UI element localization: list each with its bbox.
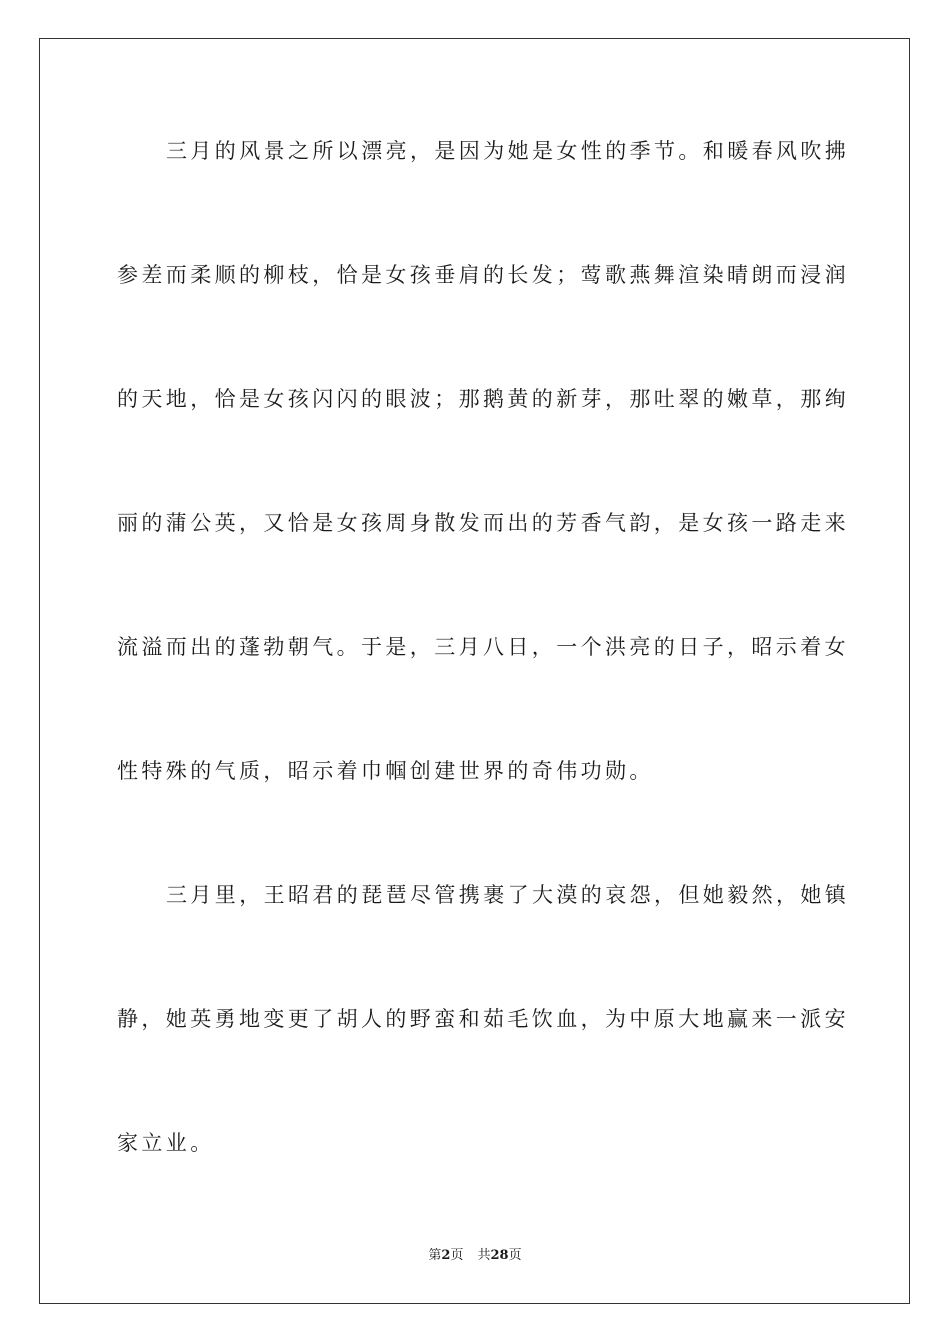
footer-total-prefix: 共 [477, 1248, 491, 1263]
paragraph-2-line-1: 三月里，王昭君的琵琶尽管携裹了大漠的哀怨，但她毅然，她镇 [166, 883, 850, 907]
footer-total-pages: 28 [490, 1248, 509, 1263]
page-border [39, 38, 910, 1304]
paragraph-2-line-3: 家立业。 [117, 1131, 215, 1155]
paragraph-1-line-3: 的天地，恰是女孩闪闪的眼波；那鹅黄的新芽，那吐翠的嫩草，那绚 [117, 387, 849, 411]
paragraph-2-line-2: 静，她英勇地变更了胡人的野蛮和茹毛饮血，为中原大地赢来一派安 [117, 1007, 849, 1031]
paragraph-1-line-5: 流溢而出的蓬勃朝气。于是，三月八日，一个洪亮的日子，昭示着女 [117, 635, 849, 659]
footer-page-suffix: 页 [450, 1248, 464, 1263]
page-footer [0, 1247, 950, 1265]
paragraph-1-line-6: 性特殊的气质，昭示着巾帼创建世界的奇伟功勋。 [117, 759, 654, 783]
footer-total-suffix: 页 [508, 1248, 522, 1263]
footer-page-number: 2 [441, 1248, 451, 1263]
paragraph-1-line-1: 三月的风景之所以漂亮，是因为她是女性的季节。和暖春风吹拂 [166, 139, 850, 163]
paragraph-1-line-2: 参差而柔顺的柳枝，恰是女孩垂肩的长发；莺歌燕舞渲染晴朗而浸润 [117, 263, 849, 287]
paragraph-1-line-4: 丽的蒲公英，又恰是女孩周身散发而出的芳香气韵，是女孩一路走来 [117, 511, 849, 535]
footer-page-prefix: 第 [428, 1248, 442, 1263]
